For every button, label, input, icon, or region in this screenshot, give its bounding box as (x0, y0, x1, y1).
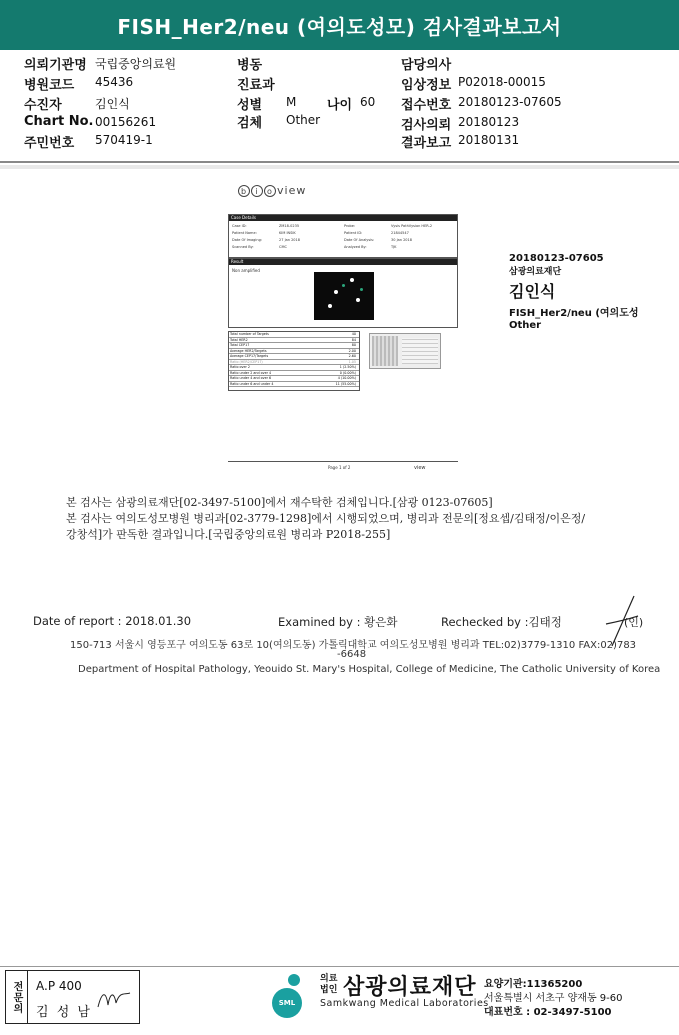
label-department: 진료과 (237, 78, 275, 93)
value-clinical-info: P02018-00015 (458, 75, 546, 89)
label-hospital-code: 병원코드 (24, 78, 75, 93)
stats-row: Ratio under 2 and over 4 0 (0.00%) (229, 371, 359, 377)
sticker-org: 삼광의료재단 (509, 267, 562, 277)
org-english-name: Samkwang Medical Laboratories (320, 998, 489, 1009)
label-chart-no: Chart No. (24, 114, 94, 129)
org-facility-code: 요양기관:11365200 (484, 979, 583, 990)
page-indicator: Page 1 of 2 (328, 465, 351, 470)
bioview-logo: b i o view (238, 184, 306, 197)
case-field-label: Scanned By: (232, 245, 254, 249)
stats-row: Ratio under 6 and under 4 11 (55.00%) (229, 382, 359, 388)
org-address: 서울특별시 서초구 양재동 9-60 (484, 993, 623, 1004)
case-field-label: Date Of Imaging: (232, 238, 262, 242)
histogram-thumbnail (369, 333, 441, 369)
report-title: FISH_Her2/neu (여의도성모) 검사결과보고서 (117, 14, 562, 39)
value-test-requested: 20180123 (458, 115, 520, 129)
label-specimen: 검체 (237, 116, 263, 131)
org-type-label: 의료 법인 (320, 974, 338, 995)
case-field-value: TJK (391, 245, 397, 249)
label-result-report: 결과보고 (401, 136, 452, 151)
case-field-value: 27 Jan 2018 (279, 238, 300, 242)
date-of-report: Date of report : 2018.01.30 (33, 614, 192, 628)
stamp-signature-icon (94, 987, 134, 1013)
patient-info-section (0, 50, 679, 163)
value-accession-number: 20180123-07605 (458, 95, 562, 109)
remark-line-2: 본 검사는 여의도성모병원 병리과[02-3779-1298]에서 시행되었으며, 병리과 전문의[정요셉/김태정/이은정/ (66, 512, 586, 525)
value-sex: M (286, 95, 297, 109)
specimen-sticker (509, 253, 679, 331)
sticker-name: 김인식 (509, 282, 556, 301)
remark-line-3: 강창석]가 판독한 결과입니다.[국립중앙의료원 병리과 P2018-255] (66, 528, 391, 541)
org-phone: 대표번호 : 02-3497-5100 (484, 1007, 612, 1018)
embedded-fish-report (228, 176, 460, 480)
examined-by: Examined by : 황은화 (278, 615, 398, 629)
result-text: Non amplified (232, 268, 260, 273)
case-field-value: KIM INSIK (279, 231, 296, 235)
signal-dot (356, 298, 360, 302)
stats-row: Average HER2/Targets 2.00 (229, 349, 359, 355)
pathology-address: 150-713 서울시 영등포구 여의도동 63로 10(여의도동) 가톨릭대학교 여의도성모병원 병리과 TEL:02)3779-1310 FAX:02)783 (70, 640, 637, 651)
signal-dot (334, 290, 338, 294)
value-specimen: Other (286, 113, 321, 127)
embedded-footer-rule (228, 461, 458, 462)
case-field-label: Analyzed By: (344, 245, 367, 249)
stats-row: Ratio (HER2/CEP17) 1.05 (229, 360, 359, 366)
stamp-name: 김 성 남 (36, 1005, 92, 1020)
stats-row: Ratio over 2 1 (2.50%) (229, 365, 359, 371)
case-field-value: Vysis PathVysion HER-2 (391, 224, 433, 228)
sticker-accession: 20180123-07605 (509, 253, 604, 264)
rechecked-by: Rechecked by :김태정 (441, 615, 562, 629)
department-name: Department of Hospital Pathology, Yeouido St. Mary's Hospital, College of Medicine, The Catholic University of Korea (78, 664, 661, 675)
case-field-label: Patient Name: (232, 231, 257, 235)
stats-row: Ratio under 4 and over 6 4 (10.00%) (229, 376, 359, 382)
value-resident-number: 570419-1 (95, 133, 153, 147)
bioview-footer-logo: view (414, 465, 426, 471)
signal-dot-green (360, 288, 363, 291)
value-patient: 김인식 (95, 97, 130, 111)
label-resident-number: 주민번호 (24, 136, 75, 151)
stats-row: Total HER2 84 (229, 338, 359, 344)
signal-dot (350, 278, 354, 282)
sml-logo (272, 972, 316, 1018)
pathology-fax-suffix: -6648 (337, 649, 367, 660)
label-accession-number: 접수번호 (401, 98, 452, 113)
histogram-bars (372, 336, 398, 366)
label-age: 나이 (327, 98, 353, 113)
sml-logo-badge: SML (272, 988, 302, 1018)
label-requesting-institution: 의뢰기관명 (24, 58, 87, 73)
label-ward: 병동 (237, 58, 263, 73)
label-clinical-info: 임상정보 (401, 78, 452, 93)
sml-logo-head (288, 974, 300, 986)
case-field-label: Patient ID: (344, 231, 363, 235)
stats-row: Total CEP17 80 (229, 343, 359, 349)
stats-row: Total number of Targets 40 (229, 332, 359, 338)
value-hospital-code: 45436 (95, 75, 134, 89)
histogram-legend (402, 338, 438, 364)
case-field-label: Probe: (344, 224, 356, 228)
org-name: 삼광의료재단 (343, 975, 477, 1000)
bottom-divider (0, 966, 679, 967)
report-title-bar (0, 0, 679, 50)
label-test-requested: 검사의뢰 (401, 118, 452, 133)
stats-row: Average CEP17/Targets 2.60 (229, 354, 359, 360)
case-field-value: ZM18-0235 (279, 224, 300, 228)
case-field-label: Date Of Analysis: (344, 238, 375, 242)
remark-line-1: 본 검사는 삼광의료재단[02-3497-5100]에서 재수탁한 검체입니다.[삼광 0123-07605] (66, 496, 493, 509)
signal-dot (328, 304, 332, 308)
case-details-header: Case Details (229, 215, 457, 221)
case-field-value: CMC (279, 245, 287, 249)
label-sex: 성별 (237, 98, 263, 113)
value-requesting-institution: 국립중앙의료원 (95, 57, 177, 71)
specialist-stamp-box (5, 970, 140, 1024)
case-field-value: 21844547 (391, 231, 409, 235)
value-age: 60 (360, 95, 376, 109)
section-divider (0, 165, 679, 169)
case-details-box (228, 214, 458, 258)
label-patient: 수진자 (24, 98, 62, 113)
signal-dot-green (342, 284, 345, 287)
value-chart-no: 00156261 (95, 115, 157, 129)
case-field-value: 30 Jan 2018 (391, 238, 412, 242)
sticker-test: FISH_Her2/neu (여의도성 (509, 308, 639, 319)
value-result-report: 20180131 (458, 133, 520, 147)
label-attending-doctor: 담당의사 (401, 58, 452, 73)
stamp-vertical-label: 전문의 (6, 971, 28, 1023)
fish-microscopy-image (314, 272, 374, 320)
sticker-specimen: Other (509, 320, 542, 331)
stats-table (228, 331, 360, 391)
stamp-license: A.P 400 (36, 979, 82, 993)
result-header: Result (229, 259, 457, 265)
signature-seal-mark: (인) (624, 616, 644, 629)
case-field-label: Case ID: (232, 224, 247, 228)
